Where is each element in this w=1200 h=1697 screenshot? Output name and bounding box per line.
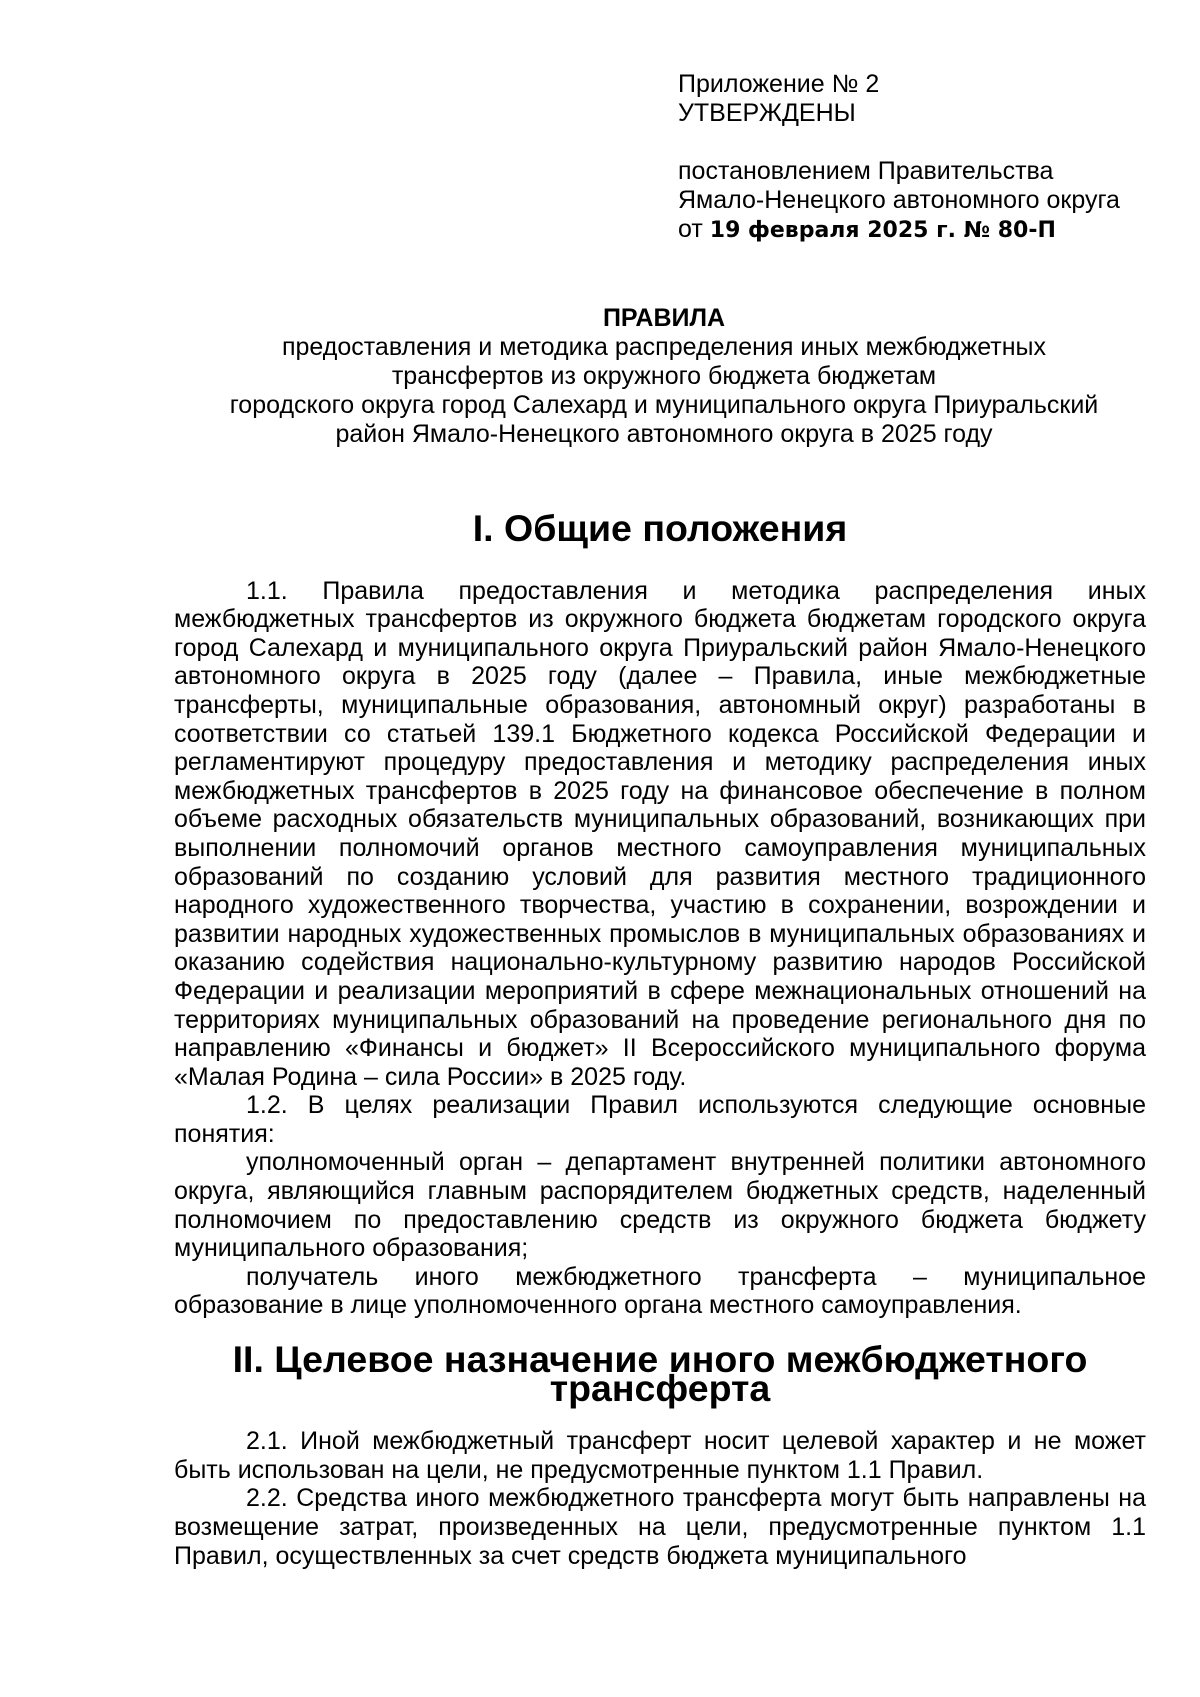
document-title: ПРАВИЛА — [602, 304, 726, 332]
document-body — [174, 507, 1146, 1570]
approval-date-prefix: от — [678, 215, 703, 243]
section-title: II. Целевое назначение иного межбюджетного трансферта — [232, 1338, 1088, 1409]
document-subtitle-line: трансфертов из окружного бюджета бюджетам — [391, 362, 937, 390]
paragraph: 2.1. Иной межбюджетный трансферт носит целевой характер и не может быть использован на цели, не предусмотренные пунктом 1.1 Правил. — [174, 1427, 1146, 1484]
section-title: I. Общие положения — [472, 507, 848, 549]
approval-date-value: 19 февраля 2025 г. № 80-П — [709, 218, 1056, 243]
approved-by-line1: постановлением Правительства — [678, 157, 1054, 185]
approval-block — [678, 70, 1158, 245]
paragraph: 1.2. В целях реализации Правил используются следующие основные понятия: — [174, 1091, 1146, 1148]
paragraph: 2.2. Средства иного межбюджетного трансферта могут быть направлены на возмещение затрат, произведенных на цели, предусмотренные пунктом 1.1 Правил, осуществленных за счет средств бюджета муниципального — [174, 1484, 1146, 1570]
paragraph: получатель иного межбюджетного трансферта – муниципальное образование в лице уполномоченного органа местного самоуправления. — [174, 1262, 1146, 1320]
appendix-number: Приложение № 2 — [678, 70, 880, 98]
document-subtitle-line: предоставления и методика распределения иных межбюджетных — [281, 333, 1047, 361]
document-subtitle-line: городского округа город Салехард и муниципального округа Приуральский — [229, 391, 1099, 419]
approved-by-line2: Ямало-Ненецкого автономного округа — [678, 186, 1120, 214]
document-subtitle-line: район Ямало-Ненецкого автономного округа в 2025 году — [335, 420, 993, 448]
document-header — [170, 304, 1158, 449]
approved-label: УТВЕРЖДЕНЫ — [678, 99, 856, 127]
paragraph: 1.1. Правила предоставления и методика распределения иных межбюджетных трансфертов из окружного бюджета бюджетам городского округа город Салехард и муниципального округа Приуральский район Ямало-Ненецкого автономного округа в 2025 году (далее – Правила, иные межбюджетные трансферты, муниципальные образования, автономный округ) разработаны в соответствии со статьей 139.1 Бюджетного кодекса Российской Федерации и регламентируют процедуру предоставления и методику распределения иных межбюджетных трансфертов в 2025 году на финансовое обеспечение в полном объеме расходных обязательств муниципальных образований, возникающих при выполнении полномочий органов местного самоуправления муниципальных образований по созданию условий для развития местного традиционного народного художественного творчества, участию в сохранении, возрождении и развитии народных художественных промыслов в муниципальных образованиях и оказанию содействия национально-культурному развитию народов Российской Федерации и реализации мероприятий в сфере межнациональных отношений на территориях муниципальных образований на проведение регионального дня по направлению «Финансы и бюджет» II Всероссийского муниципального форума «Малая Родина – сила России» в 2025 году. — [174, 576, 1146, 1091]
approval-date — [678, 215, 1158, 245]
paragraph: уполномоченный орган – департамент внутренней политики автономного округа, являющийся главным распорядителем бюджетных средств, наделенный полномочием по предоставлению средств из окружного бюджета бюджету муниципального образования; — [174, 1148, 1146, 1263]
